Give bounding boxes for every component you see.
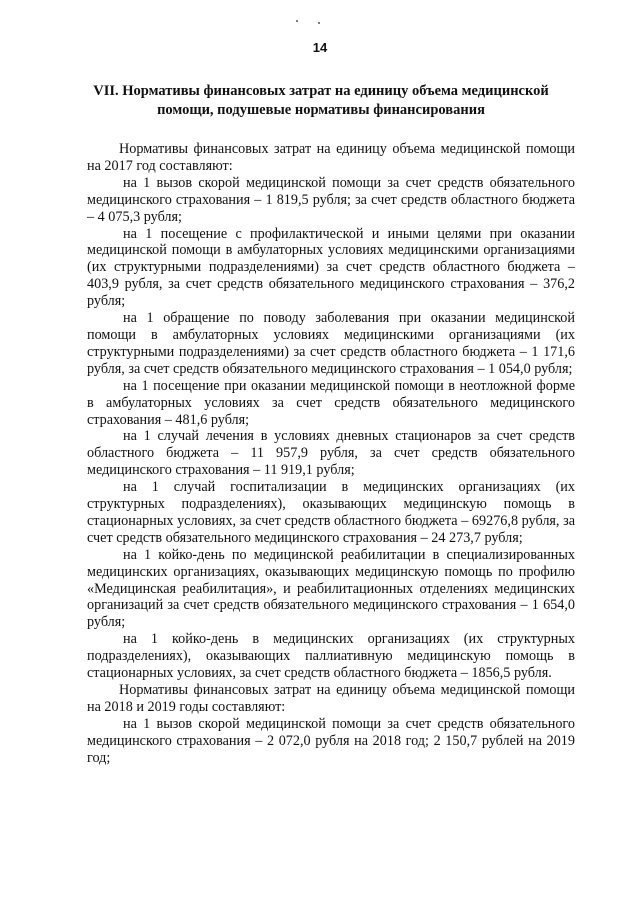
page-number: 14 <box>312 40 328 55</box>
paragraph-ambulance-2018-2019: на 1 вызов скорой медицинской помощи за счет средств обязательного медицинского страхования – 2 072,0 рубля на 2018 год; 2 150,7 рублей на 2019 год; <box>87 715 575 766</box>
section-heading <box>82 82 560 120</box>
section-heading-line-2: помощи, подушевые нормативы финансирования <box>157 102 485 118</box>
paragraph-intro-2017: Нормативы финансовых затрат на единицу объема медицинской помощи на 2017 год составляют: <box>87 141 575 174</box>
paragraph-urgent-visit-2017: на 1 посещение при оказании медицинской помощи в неотложной форме в амбулаторных условиях за счет средств обязательного медицинского страхования – 481,6 рубля; <box>87 377 575 428</box>
document-body <box>87 141 575 767</box>
scan-speck <box>318 22 320 24</box>
paragraph-palliative-2017: на 1 койко-день в медицинских организациях (их структурных подразделениях), оказывающих паллиативную медицинскую помощь в стационарных условиях, за счет средств областного бюджета – 1856,5 рубля. <box>87 631 575 682</box>
section-heading-line-1: VII. Нормативы финансовых затрат на единицу объема медицинской <box>93 83 549 99</box>
paragraph-intro-2018-2019: Нормативы финансовых затрат на единицу объема медицинской помощи на 2018 и 2019 годы составляют: <box>87 682 575 715</box>
paragraph-ambulance-2017: на 1 вызов скорой медицинской помощи за счет средств обязательного медицинского страхования – 1 819,5 рубля; за счет средств областного бюджета – 4 075,3 рубля; <box>87 174 575 225</box>
paragraph-rehabilitation-2017: на 1 койко-день по медицинской реабилитации в специализированных медицинских организациях, оказывающих медицинскую помощь по профилю «Медицинская реабилитация», и реабилитационных отделениях медицинских организаций за счет средств обязательного медицинского страхования – 1 654,0 рубля; <box>87 546 575 631</box>
scan-speck <box>296 20 298 22</box>
paragraph-hospitalization-2017: на 1 случай госпитализации в медицинских организациях (их структурных подразделениях), оказывающих медицинскую помощь в стационарных условиях, за счет средств областного бюджета – 69276,8 рубля, за счет средств обязательного медицинского страхования – 24 273,7 рубля; <box>87 479 575 546</box>
paragraph-disease-treatment-2017: на 1 обращение по поводу заболевания при оказании медицинской помощи в амбулаторных условиях медицинскими организациями (их структурными подразделениями) за счет средств областного бюджета – 1 171,6 рубля, за счет средств обязательного медицинского страхования – 1 054,0 рубля; <box>87 310 575 377</box>
paragraph-day-hospital-2017: на 1 случай лечения в условиях дневных стационаров за счет средств областного бюджета – 11 957,9 рубля, за счет средств обязательного медицинского страхования – 11 919,1 рубля; <box>87 428 575 479</box>
paragraph-prophylactic-visit-2017: на 1 посещение с профилактической и иными целями при оказании медицинской помощи в амбулаторных условиях медицинскими организациями (их структурными подразделениями) за счет средств областного бюджета – 403,9 рубля, за счет средств обязательного медицинского страхования – 376,2 рубля; <box>87 225 575 310</box>
